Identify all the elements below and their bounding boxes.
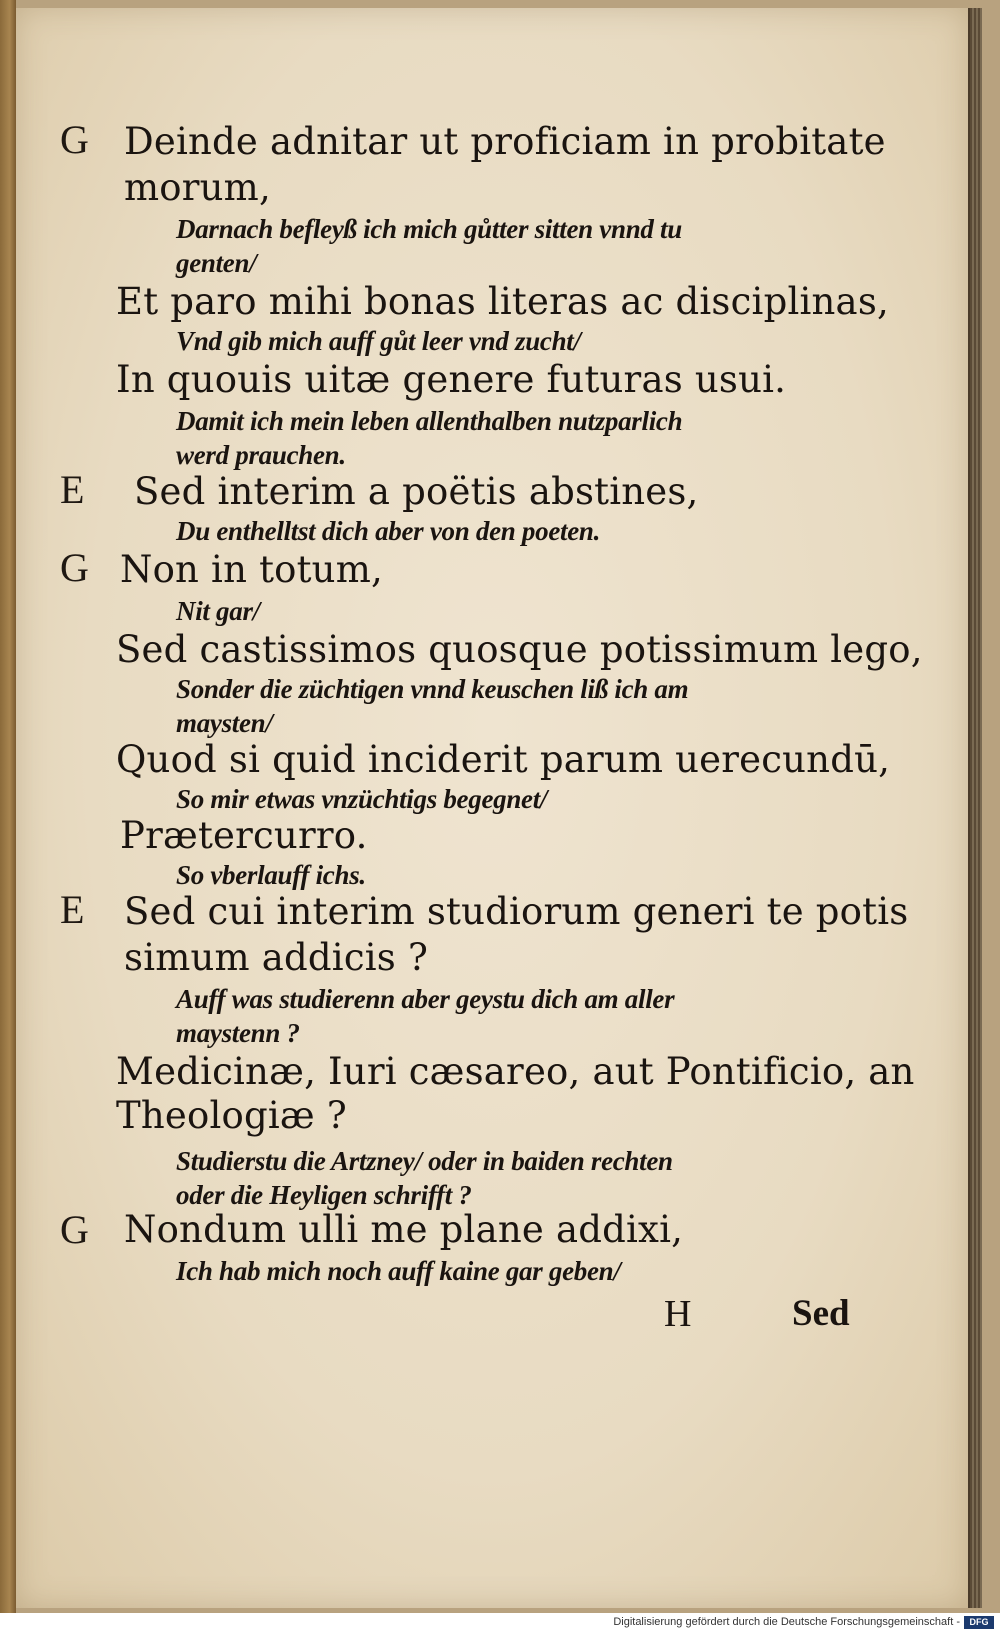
german-line: So vberlauff ichs. <box>176 860 366 890</box>
german-line: Sonder die züchtigen vnnd keuschen liß ich am <box>176 674 689 704</box>
german-line: maystenn ? <box>176 1018 300 1048</box>
page-edges <box>970 8 982 1608</box>
speaker-marker: G <box>60 545 89 590</box>
latin-line: simum addicis ? <box>124 936 428 979</box>
latin-line: Et paro mihi bonas literas ac disciplinas, <box>116 280 889 323</box>
german-line: Vnd gib mich auff gůt leer vnd zucht/ <box>176 326 581 356</box>
german-line: oder die Heyligen schrifft ? <box>176 1180 472 1210</box>
german-line: Darnach befleyß ich mich gůtter sitten vnnd tu <box>176 214 682 244</box>
german-line: werd prauchen. <box>176 440 346 470</box>
german-line: Auff was studierenn aber geystu dich am aller <box>176 984 675 1014</box>
german-line: So mir etwas vnzüchtigs begegnet/ <box>176 784 548 814</box>
book-binding-edge <box>0 0 16 1633</box>
latin-line: Nondum ulli me plane addixi, <box>124 1208 684 1251</box>
german-line: Du enthelltst dich aber von den poeten. <box>176 516 601 546</box>
latin-line: Sed cui interim studiorum generi te potis <box>124 890 909 933</box>
footer-bar <box>0 1613 1000 1633</box>
german-line: Ich hab mich noch auff kaine gar geben/ <box>176 1256 621 1286</box>
book-page <box>16 8 971 1608</box>
latin-line: Non in totum, <box>120 548 383 591</box>
german-line: Nit gar/ <box>176 596 260 626</box>
speaker-marker: G <box>60 117 89 162</box>
catchword: Sed <box>792 1293 850 1334</box>
dfg-logo: DFG <box>964 1616 994 1629</box>
latin-line: Sed castissimos quosque potissimum lego, <box>116 628 923 671</box>
speaker-marker: E <box>60 467 85 512</box>
latin-line: In quouis uitæ genere futuras usui. <box>116 358 787 401</box>
german-line: maysten/ <box>176 708 273 738</box>
latin-line: Sed interim a poëtis abstines, <box>134 470 699 513</box>
speaker-marker: G <box>60 1207 89 1252</box>
german-line: Damit ich mein leben allenthalben nutzparlich <box>176 406 683 436</box>
latin-line: Quod si quid inciderit parum uerecundū, <box>116 738 891 781</box>
latin-line: Medicinæ, Iuri cæsareo, aut Pontificio, an <box>116 1050 915 1093</box>
latin-line: Prætercurro. <box>120 814 368 857</box>
german-line: Studierstu die Artzney/ oder in baiden rechten <box>176 1146 673 1176</box>
latin-line: Theologiæ ? <box>116 1094 347 1137</box>
signature-mark: H <box>664 1293 692 1335</box>
latin-line: Deinde adnitar ut proficiam in probitate <box>124 120 886 163</box>
german-line: genten/ <box>176 248 257 278</box>
speaker-marker: E <box>60 887 85 932</box>
latin-line: morum, <box>124 166 271 209</box>
funding-credit: Digitalisierung gefördert durch die Deutsche Forschungsgemeinschaft - <box>613 1616 960 1628</box>
